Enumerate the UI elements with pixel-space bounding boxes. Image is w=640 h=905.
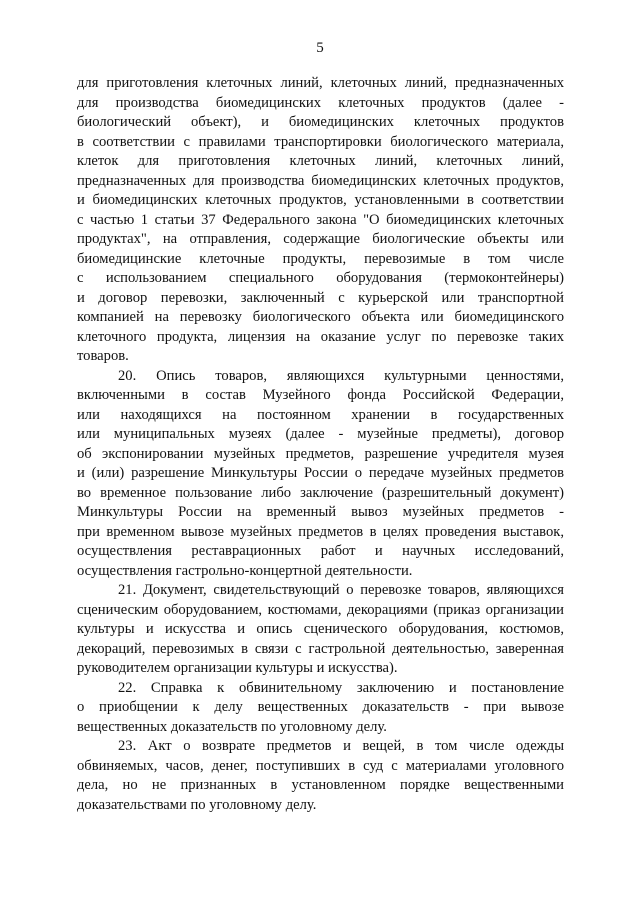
text-line: 23. Акт о возврате предметов и вещей, в том числе одежды <box>118 738 564 754</box>
text-line: 21. Документ, свидетельствующий о перевозке товаров, являющихся <box>118 582 564 598</box>
text-line: для приготовления клеточных линий, клеточных линий, предназначенных <box>77 75 564 91</box>
document-body <box>77 74 564 815</box>
text-line: руководителем организации культуры и искусства). <box>77 660 398 676</box>
text-line: культуры и искусства и опись сценического оборудования, костюмов, <box>77 621 564 637</box>
text-line: декораций, перевозимых в связи с гастрольной деятельностью, заверенная <box>77 640 564 657</box>
page-number: 5 <box>316 40 324 56</box>
text-line: при временном вывозе музейных предметов в целях проведения выставок, <box>77 523 564 540</box>
text-line: с использованием специального оборудования (термоконтейнеры) <box>77 270 564 286</box>
text-line: включенными в состав Музейного фонда Российской Федерации, <box>77 387 564 403</box>
text-line: или находящихся на постоянном хранении в государственных <box>77 406 564 423</box>
text-line: обвиняемых, часов, денег, поступивших в суд с материалами уголовного <box>77 757 564 774</box>
text-line: товаров. <box>77 348 129 364</box>
text-line: осуществления гастрольно-концертной деятельности. <box>77 562 413 579</box>
text-line: вещественных доказательств по уголовному делу. <box>77 718 387 735</box>
text-line: продуктах", на отправления, содержащие биологические объекты или <box>77 231 564 247</box>
text-line: 20. Опись товаров, являющихся культурными ценностями, <box>118 367 564 384</box>
text-line: и договор перевозки, заключенный с курьерской или транспортной <box>77 289 564 306</box>
text-line: компанией на перевозку биологического объекта или биомедицинского <box>77 309 564 325</box>
text-line: о приобщении к делу вещественных доказательств - при вывозе <box>77 699 564 715</box>
text-line: во временное пользование либо заключение (разрешительный документ) <box>77 484 564 501</box>
text-line: или муниципальных музеях (далее - музейные предметы), договор <box>77 426 564 442</box>
text-line: 22. Справка к обвинительному заключению и постановление <box>118 679 564 696</box>
text-line: осуществления реставрационных работ и научных исследований, <box>77 543 564 559</box>
text-line: для производства биомедицинских клеточных продуктов (далее - <box>77 94 564 111</box>
text-line: об экспонировании музейных предметов, разрешение учредителя музея <box>77 445 564 462</box>
text-line: биологический объект), и биомедицинских клеточных продуктов <box>77 114 564 130</box>
text-line: в соответствии с правилами транспортировки биологического материала, <box>77 133 564 150</box>
text-line: предназначенных для производства биомедицинских клеточных продуктов, <box>77 172 564 189</box>
text-line: с частью 1 статьи 37 Федерального закона "О биомедицинских клеточных <box>77 211 564 228</box>
text-line: и (или) разрешение Минкультуры России о передаче музейных предметов <box>77 465 564 481</box>
text-line: Минкультуры России на временный вывоз музейных предметов - <box>77 504 564 520</box>
text-line: клеточного продукта, лицензия на оказание услуг по перевозке таких <box>77 328 564 345</box>
text-line: сценическим оборудованием, костюмами, декорациями (приказ организации <box>77 601 564 618</box>
text-line: дела, но не признанных в установленном порядке вещественными <box>77 777 564 793</box>
text-line: доказательствами по уголовному делу. <box>77 796 317 813</box>
text-line: и биомедицинских клеточных продуктов, установленными в соответствии <box>77 192 564 208</box>
text-line: биомедицинские клеточные продукты, перевозимые в том числе <box>77 250 564 267</box>
text-line: клеток для приготовления клеточных линий, клеточных линий, <box>77 153 564 169</box>
